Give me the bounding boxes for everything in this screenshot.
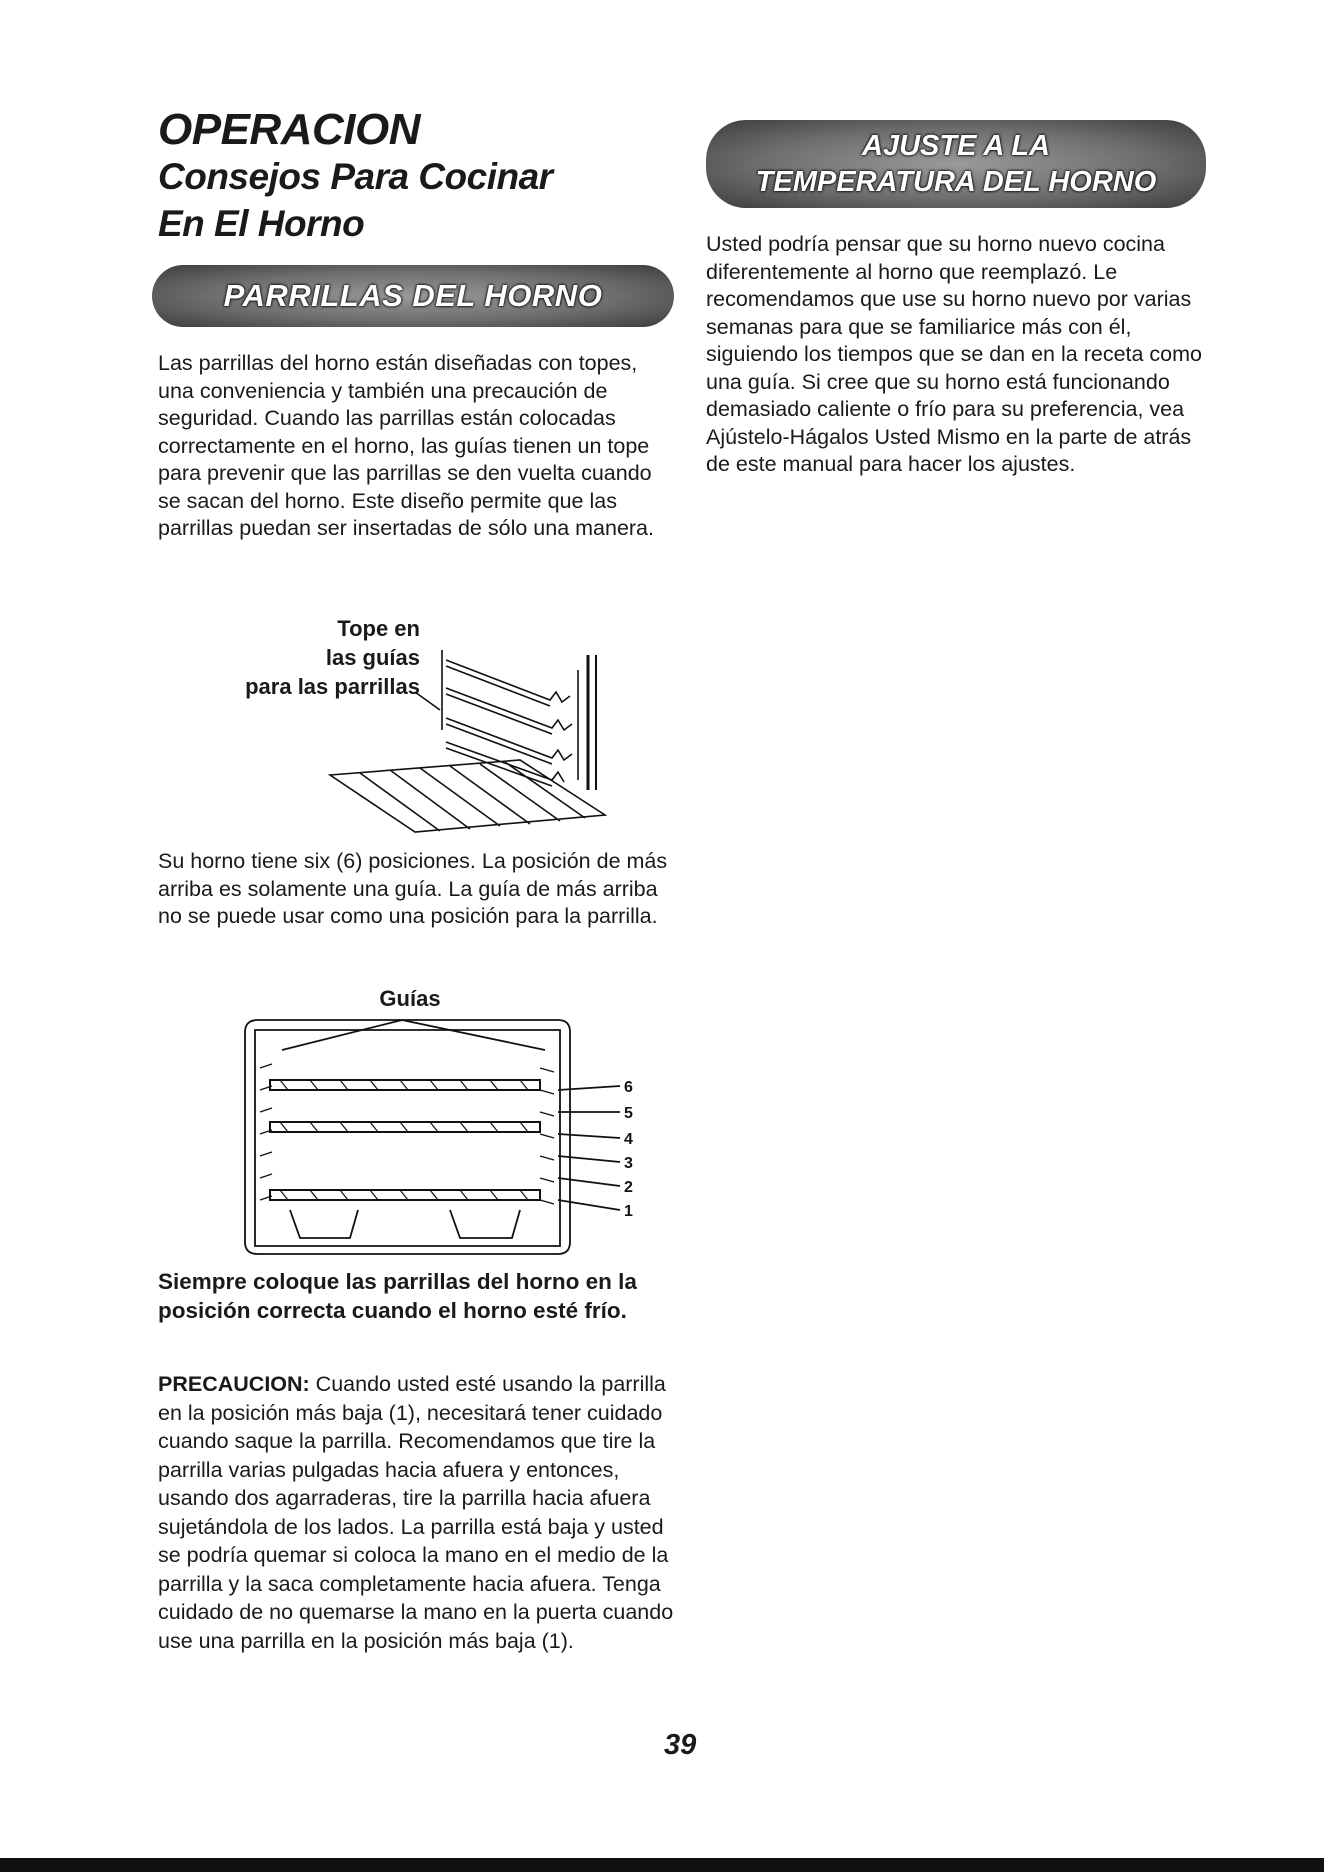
racks-banner-text: PARRILLAS DEL HORNO xyxy=(223,278,603,313)
rack-positions-illustration xyxy=(240,1010,660,1260)
heading-operacion: OPERACION xyxy=(158,105,420,154)
racks-banner xyxy=(152,265,674,327)
rack-stop-label-line1: Tope en xyxy=(337,616,420,641)
always-note: Siempre coloque las parrillas del horno en la posición correcta cuando el horno esté frío. xyxy=(158,1269,637,1323)
caution-label: PRECAUCION: xyxy=(158,1372,310,1396)
caution-text: Cuando usted esté usando la parrilla en la posición más baja (1), necesitará tener cuidado cuando saque la parrilla. Recomendamos que tire la parrilla varias pulgadas hacia afuera y entonces, usando dos agarraderas, tire la parrilla hacia afuera sujetándola de los lados. La parrilla está baja y usted se podría quemar si coloca la mano en el medio de la parrilla y la saca completamente hacia afuera. Tenga cuidado de no quemarse la mano en la puerta cuando use una parrilla en la posición más baja (1). xyxy=(158,1372,674,1653)
rack-position-1: 1 xyxy=(624,1203,633,1220)
rack-position-2: 2 xyxy=(624,1179,633,1196)
rack-position-5: 5 xyxy=(624,1105,633,1122)
temperature-banner xyxy=(706,120,1206,208)
rack-stop-illustration xyxy=(320,640,620,840)
caution-paragraph xyxy=(158,1370,678,1655)
page-number: 39 xyxy=(664,1729,697,1761)
guides-label: Guías xyxy=(379,986,441,1011)
section-heading xyxy=(158,106,553,247)
temperature-banner-line1: AJUSTE A LA xyxy=(862,130,1050,162)
rack-position-4: 4 xyxy=(624,1131,633,1148)
positions-paragraph: Su horno tiene six (6) posiciones. La posición de más arriba es solamente una guía. La guía de más arriba no se puede usar como una posición para la parrilla. xyxy=(158,849,668,928)
rack-stop-label-line3: para las parrillas xyxy=(245,674,420,699)
temperature-paragraph: Usted podría pensar que su horno nuevo cocina diferentemente al horno que reemplazó. Le recomendamos que use su horno nuevo por varias semanas para que se familiarice más con él, siguiendo los tiempos que se dan en la receta como una guía. Si cree que su horno está funcionando demasiado caliente o frío para su preferencia, vea Ajústelo-Hágalos Usted Mismo en la parte de atrás de este manual para hacer los ajustes. xyxy=(706,232,1203,476)
rack-stop-label-line2: las guías xyxy=(325,645,420,670)
bottom-border xyxy=(0,1858,1324,1872)
heading-en-el-horno: En El Horno xyxy=(158,203,365,244)
racks-paragraph: Las parrillas del horno están diseñadas con topes, una conveniencia y también una precaución de seguridad. Cuando las parrillas están colocadas correctamente en el horno, las guías tienen un tope para prevenir que las parrillas se den vuelta cuando se sacan del horno. Este diseño permite que las parrillas puedan ser insertadas de sólo una manera. xyxy=(158,351,654,540)
heading-consejos: Consejos Para Cocinar xyxy=(158,156,553,197)
rack-position-6: 6 xyxy=(624,1079,633,1096)
temperature-banner-line2: TEMPERATURA DEL HORNO xyxy=(755,166,1157,198)
rack-position-3: 3 xyxy=(624,1155,633,1172)
